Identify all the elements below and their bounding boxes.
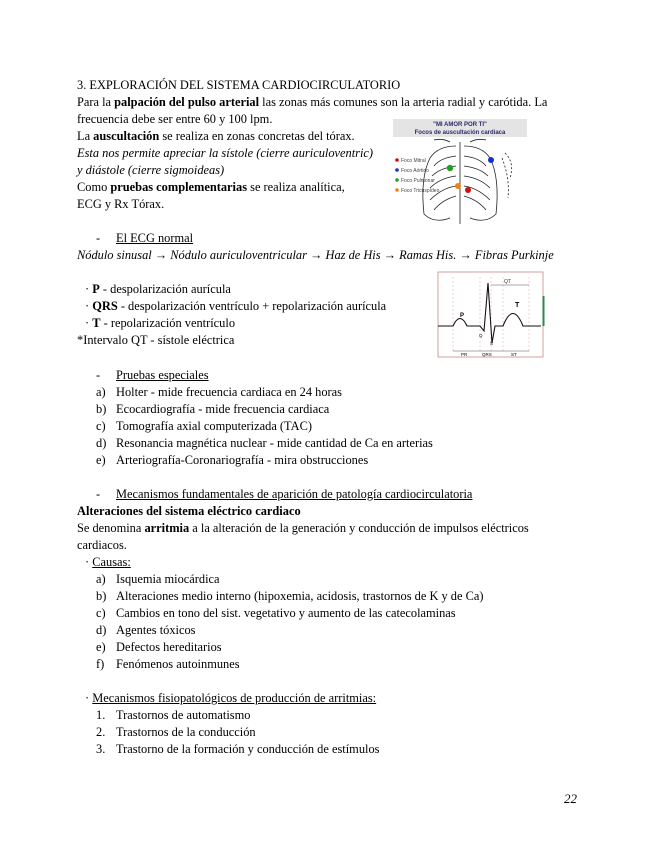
auscultation-line: La auscultación se realiza en zonas concretas del tórax.	[77, 129, 355, 143]
physio-label: · Mecanismos fisiopatológicos de producción de arritmias:	[85, 691, 377, 705]
tricuspid-focus-dot	[455, 183, 461, 189]
physio-item: Trastornos de automatismo	[116, 708, 251, 722]
ecg-item-t: · T - repolarización ventrículo	[85, 316, 236, 330]
special-item: Resonancia magnética nuclear - mide cantidad de Ca en arterias	[116, 436, 433, 450]
cause-item: Agentes tóxicos	[116, 623, 196, 637]
section-title: 3. EXPLORACIÓN DEL SISTEMA CARDIOCIRCULATORIO	[77, 78, 401, 92]
ecg-label-pr: PR	[461, 352, 468, 357]
cause-mark: d)	[96, 623, 107, 637]
cause-item: Cambios en tono del sist. vegetativo y aumento de las catecolaminas	[116, 606, 456, 620]
ecg-label-p: P	[460, 313, 465, 319]
ecg-label-t: T	[515, 302, 520, 309]
ecg-label-qrs: QRS	[482, 352, 492, 357]
figure-title-2: Focos de auscultación cardiaca	[414, 130, 506, 136]
ecg-label-qt: QT	[504, 279, 511, 285]
arrhythmia-definition: Se denomina arritmia a la alteración de la generación y conducción de impulsos eléctricos	[77, 521, 529, 535]
special-item-mark: d)	[96, 436, 107, 450]
ecg-item-p: · P - despolarización aurícula	[85, 282, 231, 296]
cause-mark: a)	[96, 572, 106, 586]
mechanisms-dash: -	[96, 487, 101, 501]
legend-aortic: Foco Aórtico	[401, 168, 429, 174]
special-item: Tomografía axial computerizada (TAC)	[116, 419, 312, 433]
special-item-mark: c)	[96, 419, 106, 433]
cause-item: Isquemia miocárdica	[116, 572, 220, 586]
palpation-line-1: Para la palpación del pulso arterial las zonas más comunes son la arteria radial y carótida. La	[77, 95, 548, 109]
auscultation-figure	[390, 118, 530, 226]
tests-line-1: Como pruebas complementarias se realiza analítica,	[77, 180, 345, 194]
cause-item: Alteraciones medio interno (hipoxemia, acidosis, trastornos de K y de Ca)	[116, 589, 484, 603]
cause-mark: b)	[96, 589, 107, 603]
special-dash: -	[96, 368, 101, 382]
legend-pulmonary: Foco Pulmonar	[401, 178, 435, 184]
ecg-label-s: S	[490, 341, 494, 346]
aortic-focus-dot	[488, 157, 494, 163]
mitral-focus-dot	[465, 187, 471, 193]
ecg-label-st: ST	[511, 352, 517, 357]
ecg-conduction-path: Nódulo sinusal → Nódulo auriculoventricular → Haz de His → Ramas His. → Fibras Purkinje	[77, 248, 554, 262]
ecg-item-qrs: · QRS - despolarización ventrículo + repolarización aurícula	[85, 299, 387, 313]
pulmonary-focus-dot	[447, 165, 453, 171]
physio-item: Trastornos de la conducción	[116, 725, 256, 739]
page-number: 22	[564, 791, 577, 806]
cause-item: Defectos hereditarios	[116, 640, 222, 654]
tests-line-2: ECG y Rx Tórax.	[77, 197, 165, 211]
legend-mitral: Foco Mitral	[401, 158, 426, 164]
cause-mark: f)	[96, 657, 105, 671]
figure-title-1: "MI AMOR POR TI"	[433, 122, 487, 128]
ecg-heading: El ECG normal	[116, 231, 194, 245]
physio-mark: 3.	[96, 742, 106, 756]
physio-item: Trastorno de la formación y conducción de estímulos	[116, 742, 380, 756]
ecg-dash: -	[96, 231, 101, 245]
cause-mark: e)	[96, 640, 106, 654]
special-item: Holter - mide frecuencia cardiaca en 24 horas	[116, 385, 343, 399]
ribcage-drawing	[423, 139, 512, 224]
ecg-label-q: Q	[479, 333, 483, 338]
special-item: Ecocardiografía - mide frecuencia cardiaca	[116, 402, 330, 416]
mechanisms-subheading: Alteraciones del sistema eléctrico cardiaco	[77, 504, 301, 518]
cause-mark: c)	[96, 606, 106, 620]
special-item-mark: b)	[96, 402, 107, 416]
special-item-mark: e)	[96, 453, 106, 467]
physio-mark: 2.	[96, 725, 106, 739]
ecg-figure	[433, 271, 548, 359]
special-item-mark: a)	[96, 385, 106, 399]
special-heading: Pruebas especiales	[116, 368, 209, 382]
special-item: Arteriografía-Coronariografía - mira obstrucciones	[116, 453, 369, 467]
auscultation-italic-1: Esta nos permite apreciar la sístole (cierre auriculoventric)	[77, 146, 374, 160]
qt-note: *Intervalo QT - sístole eléctrica	[77, 333, 235, 347]
physio-mark: 1.	[96, 708, 106, 722]
arrhythmia-definition-line-2: cardiacos.	[77, 538, 127, 552]
cause-item: Fenómenos autoinmunes	[116, 657, 240, 671]
auscultation-italic-2: y diástole (cierre sigmoideas)	[77, 163, 225, 177]
causes-label: · Causas:	[85, 555, 131, 569]
mechanisms-heading: Mecanismos fundamentales de aparición de patología cardiocirculatoria	[116, 487, 473, 501]
legend-tricuspid: Foco Tricuspídeo	[401, 188, 440, 194]
palpation-line-2: frecuencia debe ser entre 60 y 100 lpm.	[77, 112, 273, 126]
